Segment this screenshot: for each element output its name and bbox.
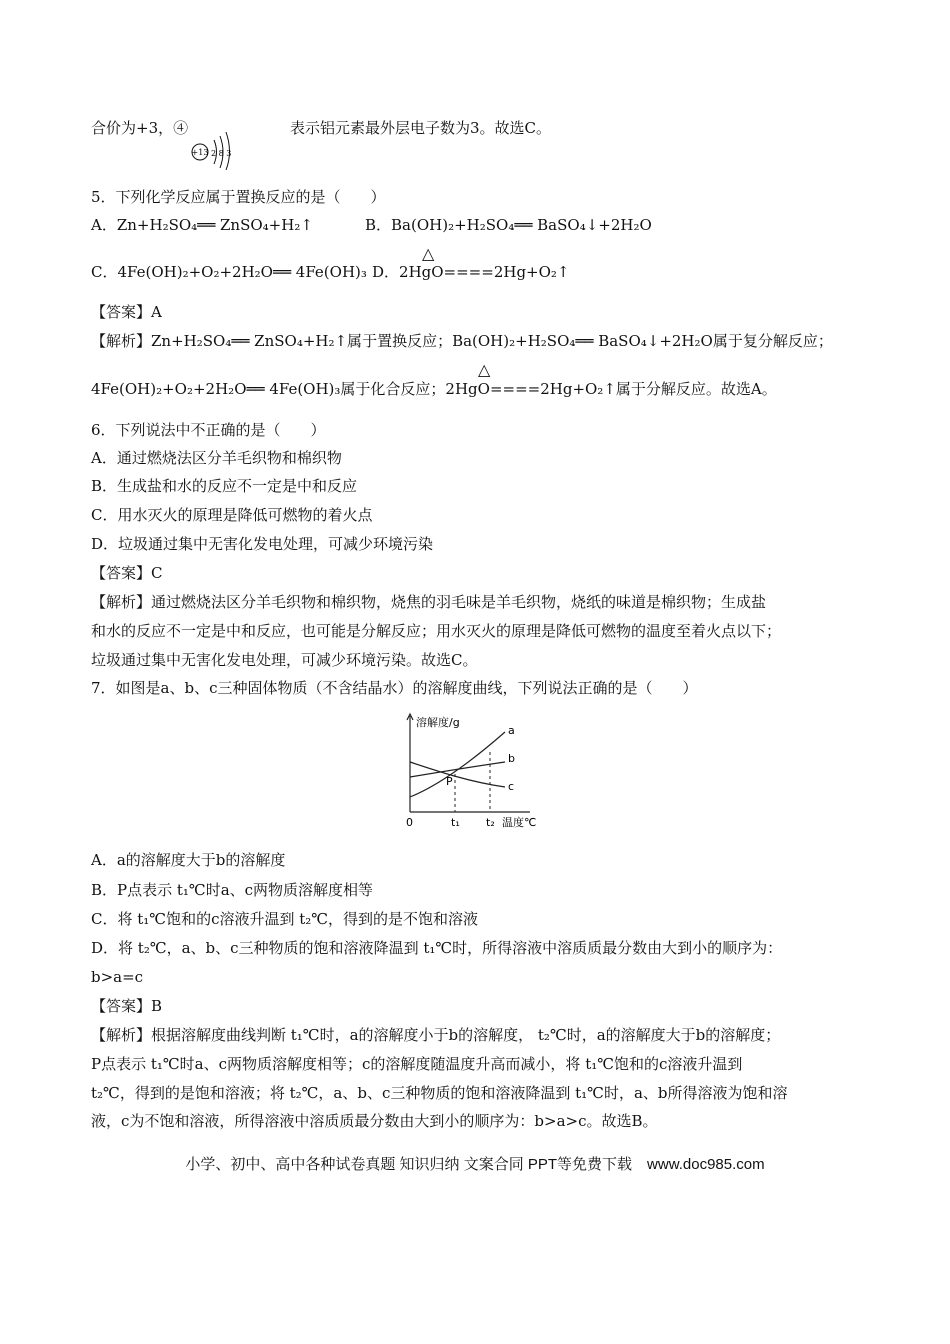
- t1-label: t₁: [451, 816, 460, 829]
- text-line: 表示铝元素最外层电子数为3。故选C。: [290, 119, 552, 137]
- answer-5: 【答案】A: [91, 303, 162, 321]
- explanation-5-line1: 【解析】Zn+H₂SO₄══ ZnSO₄+H₂↑属于置换反应；Ba(OH)₂+H₂SO₄══ BaSO₄↓+2H₂O属于复分解反应；: [91, 332, 833, 350]
- explanation-7-line1: 【解析】根据溶解度曲线判断 t₁℃时，a的溶解度小于b的溶解度， t₂℃时，a的溶解度大于b的溶解度；: [91, 1026, 781, 1044]
- option-5b: B．Ba(OH)₂+H₂SO₄══ BaSO₄↓+2H₂O: [365, 216, 652, 234]
- series-b-label: b: [508, 752, 515, 765]
- shell-electrons: 2 8 3: [211, 149, 232, 158]
- option-5d: D．2HgO====2Hg+O₂↑: [372, 263, 570, 281]
- option-6d: D．垃圾通过集中无害化发电处理，可减少环境污染: [91, 535, 434, 553]
- question-5: 5．下列化学反应属于置换反应的是（ ）: [91, 188, 386, 206]
- solubility-curve-chart: [380, 712, 550, 832]
- question-7: 7．如图是a、b、c三种固体物质（不含结晶水）的溶解度曲线，下列说法正确的是（ ）: [91, 679, 698, 697]
- point-p-label: P: [446, 775, 453, 788]
- heat-triangle-symbol: △: [422, 244, 435, 263]
- option-6a: A．通过燃烧法区分羊毛织物和棉织物: [91, 449, 342, 467]
- option-7a: A．a的溶解度大于b的溶解度: [91, 851, 286, 869]
- option-7c: C．将 t₁℃饱和的c溶液升温到 t₂℃，得到的是不饱和溶液: [91, 910, 479, 928]
- explanation-7-line4: 液，c为不饱和溶液，所得溶液中溶质质最分数由大到小的顺序为：b>a>c。故选B。: [91, 1112, 658, 1130]
- curve-b: [410, 762, 505, 777]
- text-line: 合价为+3，④: [91, 119, 189, 137]
- heat-triangle-symbol: △: [478, 360, 491, 379]
- option-7d-line1: D．将 t₂℃，a、b、c三种物质的饱和溶液降温到 t₁℃时，所得溶液中溶质质最分数由大到小的顺序为：: [91, 939, 783, 957]
- t2-label: t₂: [486, 816, 495, 829]
- option-5a: A．Zn+H₂SO₄══ ZnSO₄+H₂↑: [91, 216, 313, 234]
- answer-7: 【答案】B: [91, 997, 163, 1015]
- explanation-7-line3: t₂℃，得到的是饱和溶液；将 t₂℃，a、b、c三种物质的饱和溶液降温到 t₁℃时，a、b所得溶液为饱和溶: [91, 1084, 788, 1102]
- explanation-5-line2: 4Fe(OH)₂+O₂+2H₂O══ 4Fe(OH)₃属于化合反应；2HgO====2Hg+O₂↑属于分解反应。故选A。: [91, 380, 777, 398]
- origin-label: 0: [406, 816, 413, 829]
- explanation-7-line2: P点表示 t₁℃时a、c两物质溶解度相等；c的溶解度随温度升高而减小，将 t₁℃饱和的c溶液升温到: [91, 1055, 743, 1073]
- question-6: 6．下列说法中不正确的是（ ）: [91, 421, 326, 439]
- option-7b: B．P点表示 t₁℃时a、c两物质溶解度相等: [91, 881, 374, 899]
- explanation-6-line2: 和水的反应不一定是中和反应，也可能是分解反应；用水灭火的原理是降低可燃物的温度至着火点以下；: [91, 622, 782, 640]
- explanation-6-line3: 垃圾通过集中无害化发电处理，可减少环境污染。故选C。: [91, 651, 478, 669]
- option-7d-line2: b>a=c: [91, 968, 144, 986]
- atom-structure-diagram: [188, 122, 248, 170]
- y-axis-label: 溶解度/g: [416, 716, 460, 729]
- nucleus-label: +13: [191, 148, 209, 157]
- footer-text: 小学、初中、高中各种试卷真题 知识归纳 文案合同 PPT等免费下载 www.doc985.com: [185, 1156, 765, 1173]
- x-axis-label: 温度℃: [502, 816, 537, 829]
- answer-6: 【答案】C: [91, 564, 163, 582]
- option-5c: C．4Fe(OH)₂+O₂+2H₂O══ 4Fe(OH)₃: [91, 263, 367, 281]
- explanation-6-line1: 【解析】通过燃烧法区分羊毛织物和棉织物，烧焦的羽毛味是羊毛织物，烧纸的味道是棉织物；生成盐: [91, 593, 767, 611]
- series-c-label: c: [508, 780, 515, 793]
- option-6c: C．用水灭火的原理是降低可燃物的着火点: [91, 506, 373, 524]
- option-6b: B．生成盐和水的反应不一定是中和反应: [91, 477, 358, 495]
- series-a-label: a: [508, 724, 515, 737]
